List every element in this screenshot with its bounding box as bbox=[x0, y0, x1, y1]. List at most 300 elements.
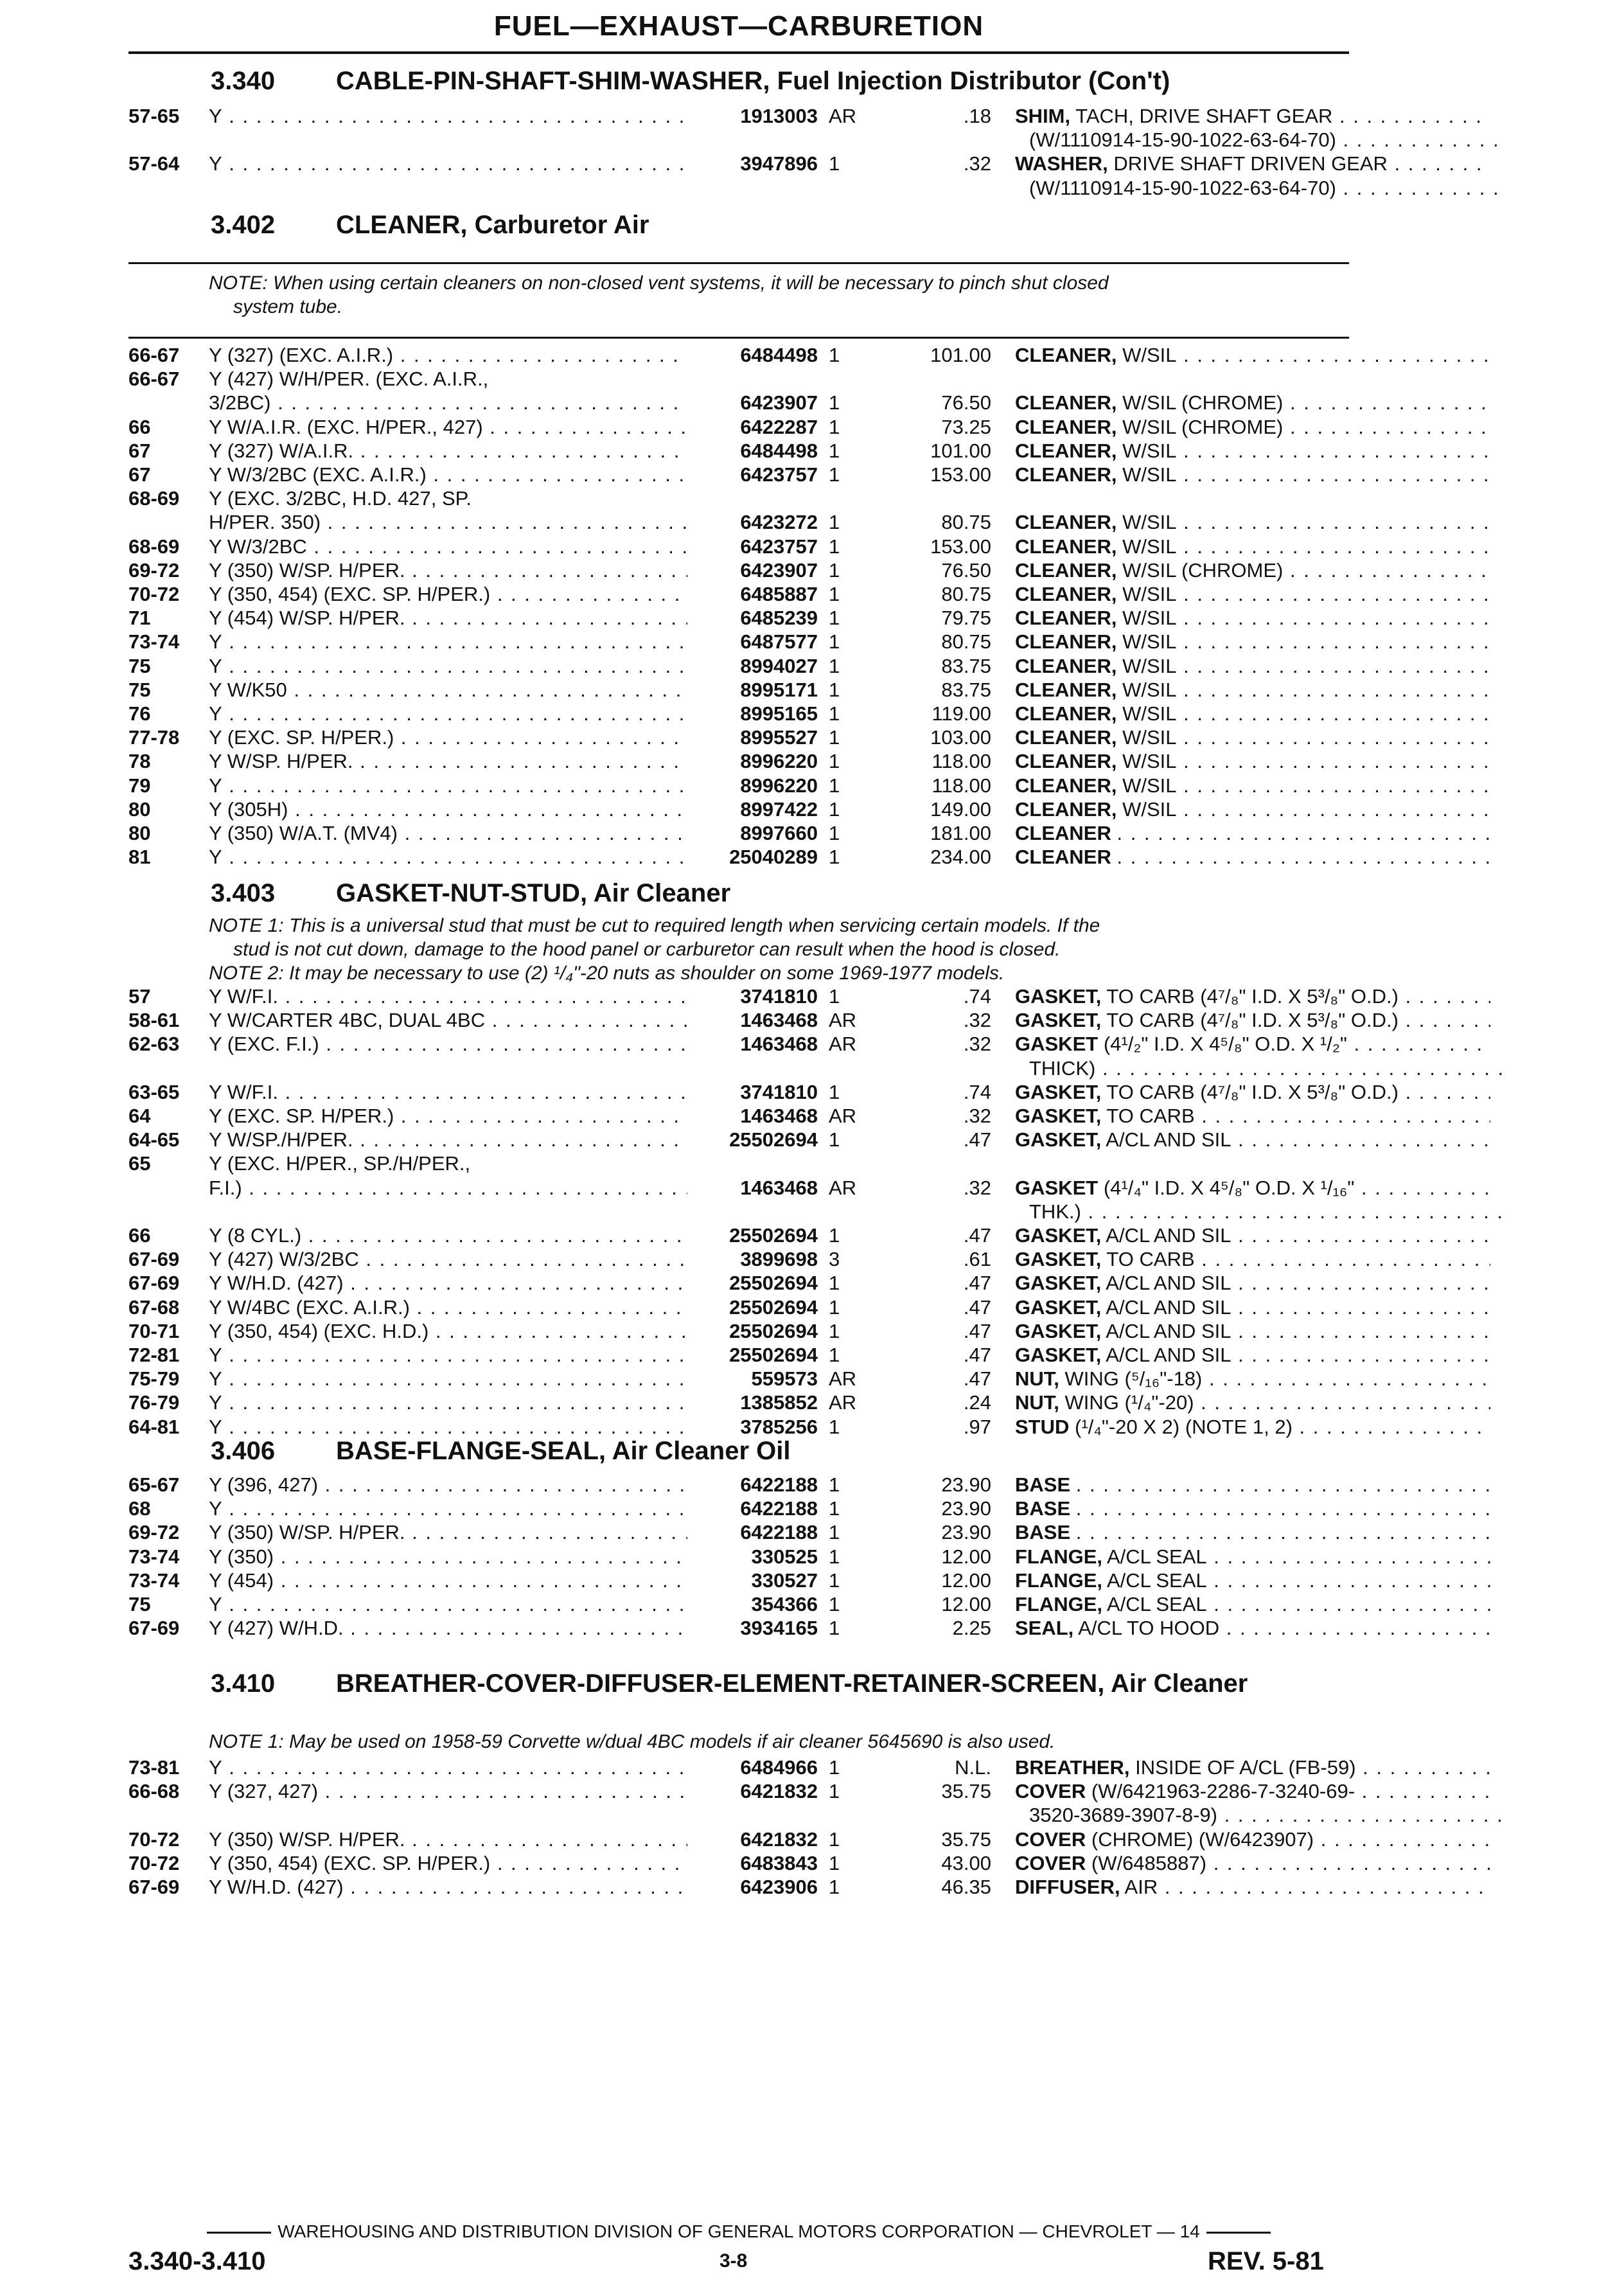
model-years: 76-79 bbox=[128, 1391, 180, 1414]
description-name: CLEANER, bbox=[1015, 558, 1117, 582]
part-number: 8995165 bbox=[740, 702, 818, 725]
quantity: 1 bbox=[829, 1851, 840, 1874]
parts-row bbox=[128, 845, 1349, 869]
list-price: 79.75 bbox=[941, 607, 991, 630]
application: Y W/4BC (EXC. A.I.R.) . . . bbox=[209, 1295, 687, 1319]
part-description bbox=[1015, 1803, 1505, 1827]
application: Y W/SP. H/PER. . . . bbox=[209, 749, 687, 773]
list-price: .47 bbox=[963, 1344, 991, 1366]
section-number: 3.406 bbox=[211, 1437, 276, 1465]
part-description bbox=[1015, 1569, 1490, 1592]
model-years: 67-69 bbox=[128, 1248, 180, 1271]
part-number: 3934165 bbox=[740, 1617, 818, 1640]
part-number: 25502694 bbox=[729, 1224, 818, 1247]
parts-row bbox=[128, 367, 1349, 391]
model-years: 69-72 bbox=[128, 558, 180, 582]
model-years: 68 bbox=[128, 1497, 151, 1520]
footer-division-text: WAREHOUSING AND DISTRIBUTION DIVISION OF GENERAL MOTORS CORPORATION — CHEVROLET — 14 bbox=[278, 2221, 1200, 2241]
part-description bbox=[1015, 1616, 1490, 1640]
application: Y . . . bbox=[209, 654, 687, 678]
description-detail: A/CL AND SIL bbox=[1106, 1319, 1231, 1342]
list-price: 76.50 bbox=[941, 391, 991, 414]
application: Y W/SP./H/PER. . . . bbox=[209, 1128, 687, 1151]
model-years: 57-65 bbox=[128, 105, 180, 127]
quantity: 1 bbox=[829, 1272, 840, 1295]
parts-row bbox=[128, 984, 1399, 1008]
parts-row bbox=[128, 1080, 1399, 1104]
model-years: 65-67 bbox=[128, 1473, 180, 1496]
model-years: 58-61 bbox=[128, 1009, 180, 1032]
description-detail: AIR bbox=[1124, 1876, 1158, 1898]
application: Y . . . bbox=[209, 104, 687, 128]
parts-row bbox=[128, 630, 1349, 653]
part-description bbox=[1015, 415, 1490, 439]
quantity: 1 bbox=[829, 1569, 840, 1592]
part-description bbox=[1015, 1779, 1490, 1803]
description-detail: (W/1110914-15-90-1022-63-64-70) bbox=[1029, 129, 1336, 152]
application: Y (327) (EXC. A.I.R.) . . . bbox=[209, 343, 687, 367]
parts-row bbox=[128, 606, 1349, 630]
quantity: 1 bbox=[829, 391, 840, 414]
model-years: 70-72 bbox=[128, 1827, 180, 1851]
section-heading bbox=[211, 879, 730, 908]
note-line: NOTE 2: It may be necessary to use (2) ¹/₄"-20 nuts as shoulder on some 1969-1977 models. bbox=[209, 963, 1005, 984]
page-title: FUEL—EXHAUST—CARBURETION bbox=[493, 10, 984, 42]
model-years: 80 bbox=[128, 797, 151, 821]
section-title: CABLE-PIN-SHAFT-SHIM-WASHER, Fuel Injection Distributor (Con't) bbox=[336, 67, 1170, 95]
model-years: 75 bbox=[128, 678, 151, 701]
part-description bbox=[1015, 1319, 1490, 1343]
description-name: GASKET bbox=[1015, 1033, 1099, 1056]
list-price: 101.00 bbox=[930, 344, 991, 366]
quantity: 1 bbox=[829, 797, 840, 821]
parts-row bbox=[128, 1497, 1349, 1520]
section-number: 3.403 bbox=[211, 879, 276, 907]
part-number: 8995171 bbox=[740, 678, 818, 701]
model-years: 70-72 bbox=[128, 583, 180, 605]
parts-row bbox=[128, 343, 1349, 367]
model-years: 66-68 bbox=[128, 1780, 180, 1803]
parts-row bbox=[128, 1779, 1355, 1803]
quantity: 1 bbox=[829, 1415, 840, 1438]
model-years: 68-69 bbox=[128, 535, 180, 558]
part-description bbox=[1015, 1415, 1490, 1439]
description-space bbox=[1070, 1473, 1076, 1496]
part-description bbox=[1015, 1223, 1490, 1247]
model-years: 64 bbox=[128, 1105, 151, 1127]
part-description bbox=[1015, 1104, 1490, 1128]
quantity: 1 bbox=[829, 1827, 840, 1851]
model-years: 64-81 bbox=[128, 1415, 180, 1438]
description-space bbox=[1059, 1367, 1065, 1390]
model-years: 70-72 bbox=[128, 1851, 180, 1874]
quantity: 1 bbox=[829, 1473, 840, 1496]
description-space bbox=[1070, 1497, 1076, 1520]
application: Y (350) W/SP. H/PER. . . . bbox=[209, 1520, 687, 1544]
description-detail: TO CARB (4⁷/₈" I.D. X 5³/₈" O.D.) bbox=[1106, 985, 1399, 1008]
application: Y . . . bbox=[209, 774, 687, 797]
parts-row bbox=[128, 1295, 1349, 1319]
list-price: .32 bbox=[963, 1176, 991, 1199]
description-name: BREATHER, bbox=[1015, 1756, 1130, 1779]
description-name: FLANGE, bbox=[1015, 1593, 1103, 1615]
parts-row bbox=[128, 1367, 1349, 1391]
description-detail: THICK) bbox=[1029, 1056, 1096, 1080]
parts-row bbox=[128, 1200, 1349, 1223]
quantity: 1 bbox=[829, 463, 840, 486]
description-name: BASE bbox=[1015, 1473, 1071, 1496]
application: Y (EXC. SP. H/PER.) . . . bbox=[209, 725, 687, 749]
list-price: 35.75 bbox=[941, 1780, 991, 1803]
part-number: 25502694 bbox=[729, 1272, 818, 1295]
application: Y . . . bbox=[209, 1756, 687, 1779]
list-price: 12.00 bbox=[941, 1593, 991, 1615]
description-space bbox=[1116, 583, 1122, 605]
header-rule bbox=[128, 51, 1349, 54]
description-name: CLEANER bbox=[1015, 822, 1111, 844]
part-number: 25502694 bbox=[729, 1319, 818, 1342]
section-number: 3.402 bbox=[211, 211, 276, 239]
part-number: 8997422 bbox=[740, 797, 818, 821]
footer-page-number: 3-8 bbox=[719, 2250, 748, 2272]
section-heading bbox=[211, 211, 649, 240]
model-years: 80 bbox=[128, 822, 151, 844]
application: Y . . . bbox=[209, 702, 687, 725]
quantity: 1 bbox=[829, 702, 840, 725]
description-detail: W/SIL bbox=[1122, 654, 1177, 677]
model-years: 73-81 bbox=[128, 1756, 180, 1779]
part-description bbox=[1015, 1128, 1490, 1151]
parts-row bbox=[128, 582, 1349, 606]
section-note bbox=[209, 1730, 1339, 1754]
application: Y (EXC. 3/2BC, H.D. 427, SP. bbox=[209, 487, 472, 510]
description-space bbox=[1086, 1828, 1091, 1851]
quantity: 1 bbox=[829, 1497, 840, 1520]
parts-row bbox=[128, 535, 1349, 558]
application: Y W/A.I.R. (EXC. H/PER., 427) . . . bbox=[209, 415, 687, 439]
quantity: 1 bbox=[829, 439, 840, 462]
description-detail: W/SIL bbox=[1122, 630, 1177, 653]
part-description bbox=[1015, 1247, 1490, 1271]
section-title: GASKET-NUT-STUD, Air Cleaner bbox=[336, 879, 731, 907]
description-detail: W/SIL bbox=[1122, 439, 1177, 462]
parts-row bbox=[128, 725, 1349, 749]
description-name: NUT, bbox=[1015, 1391, 1059, 1414]
parts-row bbox=[128, 1343, 1349, 1367]
quantity: 1 bbox=[829, 511, 840, 534]
part-number: 8995527 bbox=[740, 726, 818, 749]
list-price: .32 bbox=[963, 1009, 991, 1032]
parts-row bbox=[128, 654, 1349, 678]
description-name: GASKET, bbox=[1015, 1319, 1102, 1342]
section-heading bbox=[211, 1437, 791, 1466]
description-detail: TO CARB bbox=[1106, 1248, 1195, 1271]
quantity: AR bbox=[829, 1105, 857, 1127]
description-name: CLEANER, bbox=[1015, 630, 1117, 653]
description-name: CLEANER, bbox=[1015, 391, 1117, 414]
parts-row bbox=[128, 510, 1349, 534]
description-space bbox=[1116, 535, 1122, 558]
description-space bbox=[1116, 702, 1122, 725]
list-price: 83.75 bbox=[941, 678, 991, 701]
description-detail: TO CARB bbox=[1106, 1105, 1195, 1127]
description-detail: W/SIL (CHROME) bbox=[1122, 415, 1284, 438]
description-detail: W/SIL bbox=[1122, 726, 1177, 749]
part-description bbox=[1015, 1520, 1490, 1544]
list-price: .74 bbox=[963, 985, 991, 1008]
parts-row bbox=[128, 1875, 1349, 1899]
quantity: 1 bbox=[829, 607, 840, 630]
footer-revision: REV. 5-81 bbox=[1208, 2247, 1324, 2275]
parts-row bbox=[128, 1827, 1349, 1851]
list-price: 181.00 bbox=[930, 822, 991, 844]
description-detail: TACH, DRIVE SHAFT GEAR bbox=[1075, 105, 1333, 127]
part-number: 1385852 bbox=[740, 1391, 818, 1414]
part-number: 1463468 bbox=[740, 1176, 818, 1199]
part-description bbox=[1015, 1200, 1505, 1223]
description-name: SHIM, bbox=[1015, 105, 1071, 127]
application: Y W/CARTER 4BC, DUAL 4BC . . . bbox=[209, 1008, 687, 1032]
description-detail: 3520-3689-3907-8-9) bbox=[1029, 1804, 1217, 1827]
quantity: 1 bbox=[829, 583, 840, 605]
description-detail: (W/6485887) bbox=[1091, 1851, 1207, 1874]
section-title: BASE-FLANGE-SEAL, Air Cleaner Oil bbox=[336, 1437, 791, 1465]
application: Y . . . bbox=[209, 1391, 687, 1414]
parts-row bbox=[128, 774, 1349, 797]
model-years: 67-69 bbox=[128, 1876, 180, 1898]
model-years: 66-67 bbox=[128, 344, 180, 366]
parts-row bbox=[128, 1569, 1349, 1592]
model-years: 79 bbox=[128, 774, 151, 797]
part-description bbox=[1015, 702, 1490, 725]
part-number: 25502694 bbox=[729, 1344, 818, 1366]
quantity: 1 bbox=[829, 985, 840, 1008]
description-space bbox=[1102, 1593, 1107, 1615]
application: Y (396, 427) . . . bbox=[209, 1473, 687, 1497]
quantity: 1 bbox=[829, 846, 840, 869]
description-name: FLANGE, bbox=[1015, 1569, 1103, 1592]
parts-row bbox=[128, 1247, 1349, 1271]
parts-row bbox=[128, 1176, 1355, 1200]
description-space bbox=[1070, 105, 1075, 127]
part-number: 1913003 bbox=[740, 105, 818, 127]
part-description bbox=[1015, 984, 1490, 1008]
part-description bbox=[1015, 1473, 1490, 1497]
footer-division bbox=[128, 2221, 1349, 2242]
quantity: AR bbox=[829, 1176, 857, 1199]
application: Y (427) W/H/PER. (EXC. A.I.R., bbox=[209, 368, 489, 391]
list-price: 23.90 bbox=[941, 1473, 991, 1496]
application: Y W/F.I. . . . bbox=[209, 984, 687, 1008]
model-years: 62-63 bbox=[128, 1033, 180, 1056]
model-years: 65 bbox=[128, 1152, 151, 1175]
part-description bbox=[1015, 343, 1490, 367]
quantity: 3 bbox=[829, 1248, 840, 1271]
description-detail: A/CL AND SIL bbox=[1106, 1295, 1231, 1319]
list-price: 80.75 bbox=[941, 511, 991, 534]
description-name: CLEANER, bbox=[1015, 797, 1117, 821]
note-line: NOTE 1: May be used on 1958-59 Corvette w/dual 4BC models if air cleaner 5645690 is also used. bbox=[209, 1731, 1055, 1752]
description-detail: THK.) bbox=[1029, 1200, 1081, 1223]
part-description bbox=[1015, 1756, 1490, 1779]
description-space bbox=[1069, 1416, 1075, 1438]
application: Y (350) W/SP. H/PER. . . . bbox=[209, 558, 687, 582]
parts-row bbox=[128, 1520, 1349, 1544]
part-description bbox=[1015, 535, 1490, 558]
part-description bbox=[1015, 1032, 1490, 1056]
part-description bbox=[1015, 1592, 1490, 1616]
description-name: FLANGE, bbox=[1015, 1545, 1103, 1568]
description-name: COVER bbox=[1015, 1827, 1086, 1851]
description-detail: A/CL SEAL bbox=[1106, 1593, 1207, 1615]
list-price: 23.90 bbox=[941, 1497, 991, 1520]
list-price: .74 bbox=[963, 1080, 991, 1103]
description-space bbox=[1086, 1780, 1091, 1802]
list-price: .61 bbox=[963, 1248, 991, 1271]
description-space bbox=[1059, 1391, 1065, 1414]
list-price: .97 bbox=[963, 1415, 991, 1438]
part-description bbox=[1015, 678, 1490, 702]
part-description bbox=[1015, 797, 1490, 821]
footer-rule-right bbox=[1206, 2232, 1271, 2234]
description-detail: W/SIL bbox=[1122, 535, 1177, 558]
part-number: 6423757 bbox=[740, 463, 818, 486]
section-heading bbox=[211, 1669, 1341, 1698]
part-number: 1463468 bbox=[740, 1105, 818, 1127]
quantity: AR bbox=[829, 1391, 857, 1414]
description-detail: W/SIL bbox=[1122, 344, 1177, 366]
application: Y (8 CYL.) . . . bbox=[209, 1223, 687, 1247]
list-price: 73.25 bbox=[941, 415, 991, 438]
parts-row bbox=[128, 1271, 1349, 1295]
part-description bbox=[1015, 463, 1490, 486]
part-number: 6483843 bbox=[740, 1851, 818, 1874]
description-space bbox=[1116, 416, 1122, 438]
list-price: .47 bbox=[963, 1367, 991, 1391]
description-name: GASKET, bbox=[1015, 1128, 1102, 1151]
part-description bbox=[1015, 1545, 1490, 1569]
model-years: 76 bbox=[128, 702, 151, 725]
parts-row bbox=[128, 1616, 1349, 1640]
description-name: BASE bbox=[1015, 1521, 1071, 1544]
list-price: 103.00 bbox=[930, 726, 991, 749]
part-number: 559573 bbox=[751, 1367, 818, 1391]
part-description bbox=[1015, 1271, 1490, 1295]
part-description bbox=[1015, 654, 1490, 678]
model-years: 64-65 bbox=[128, 1128, 180, 1151]
parts-row bbox=[128, 415, 1349, 439]
list-price: 2.25 bbox=[952, 1617, 991, 1640]
model-years: 71 bbox=[128, 607, 151, 630]
list-price: 83.75 bbox=[941, 654, 991, 677]
part-number: 6484498 bbox=[740, 344, 818, 366]
list-price: 119.00 bbox=[931, 702, 991, 725]
quantity: 1 bbox=[829, 1295, 840, 1319]
application: Y (EXC. SP. H/PER.) . . . bbox=[209, 1104, 687, 1128]
quantity: AR bbox=[829, 105, 857, 127]
description-name: GASKET, bbox=[1015, 1224, 1102, 1247]
list-price: 118.00 bbox=[931, 750, 991, 773]
model-years: 75 bbox=[128, 1593, 151, 1615]
part-description bbox=[1015, 1827, 1490, 1851]
model-years: 67 bbox=[128, 463, 151, 486]
parts-row bbox=[128, 678, 1349, 702]
description-name: STUD bbox=[1015, 1415, 1070, 1438]
description-detail: A/CL SEAL bbox=[1106, 1545, 1207, 1568]
part-number: 6421832 bbox=[740, 1827, 818, 1851]
part-number: 6423907 bbox=[740, 558, 818, 582]
parts-row bbox=[128, 1803, 1349, 1827]
part-number: 8996220 bbox=[740, 750, 818, 773]
description-name: GASKET, bbox=[1015, 1272, 1102, 1295]
section-number: 3.340 bbox=[211, 67, 276, 95]
section-note bbox=[209, 271, 1339, 319]
quantity: 1 bbox=[829, 654, 840, 677]
description-name: CLEANER, bbox=[1015, 439, 1117, 462]
description-detail: W/SIL bbox=[1122, 750, 1177, 773]
part-number: 6485239 bbox=[740, 607, 818, 630]
application: Y W/K50 . . . bbox=[209, 678, 687, 702]
model-years: 66 bbox=[128, 1224, 151, 1247]
section-title: CLEANER, Carburetor Air bbox=[336, 211, 649, 239]
quantity: AR bbox=[829, 1367, 857, 1391]
parts-row bbox=[128, 821, 1349, 845]
parts-row bbox=[128, 1473, 1349, 1497]
list-price: 80.75 bbox=[941, 630, 991, 653]
application: Y (350, 454) (EXC. SP. H/PER.) . . . bbox=[209, 1851, 687, 1875]
model-years: 78 bbox=[128, 750, 151, 773]
quantity: 1 bbox=[829, 726, 840, 749]
application: Y (327) W/A.I.R. . . . bbox=[209, 439, 687, 463]
quantity: 1 bbox=[829, 1319, 840, 1342]
part-description bbox=[1015, 439, 1490, 463]
model-years: 67-69 bbox=[128, 1272, 180, 1295]
list-price: 153.00 bbox=[930, 463, 991, 486]
description-detail: WING (⁵/₁₆"-18) bbox=[1064, 1367, 1203, 1391]
description-name: GASKET, bbox=[1015, 985, 1102, 1008]
description-detail: W/SIL bbox=[1122, 797, 1177, 821]
part-description bbox=[1015, 1176, 1490, 1200]
quantity: 1 bbox=[829, 1344, 840, 1366]
application: Y (350) . . . bbox=[209, 1545, 687, 1569]
application: Y W/3/2BC (EXC. A.I.R.) . . . bbox=[209, 463, 687, 486]
part-description bbox=[1015, 774, 1490, 797]
description-detail: W/SIL (CHROME) bbox=[1122, 558, 1284, 582]
application: Y (EXC. H/PER., SP./H/PER., bbox=[209, 1152, 471, 1175]
description-space bbox=[1116, 511, 1122, 533]
description-detail: (¹/₄"-20 X 2) (NOTE 1, 2) bbox=[1075, 1415, 1293, 1438]
list-price: .47 bbox=[963, 1295, 991, 1319]
quantity: 1 bbox=[829, 822, 840, 844]
model-years: 70-71 bbox=[128, 1319, 180, 1342]
parts-row bbox=[128, 1223, 1349, 1247]
quantity: 1 bbox=[829, 535, 840, 558]
application: Y . . . bbox=[209, 630, 687, 653]
part-description bbox=[1015, 845, 1490, 869]
model-years: 67-69 bbox=[128, 1617, 180, 1640]
list-price: N.L. bbox=[955, 1756, 991, 1779]
parts-row bbox=[128, 176, 1349, 200]
description-name: GASKET, bbox=[1015, 1080, 1102, 1103]
parts-row bbox=[128, 1391, 1349, 1414]
list-price: 43.00 bbox=[941, 1851, 991, 1874]
description-name: GASKET, bbox=[1015, 1009, 1102, 1032]
part-number: 6423906 bbox=[740, 1876, 818, 1898]
quantity: 1 bbox=[829, 1617, 840, 1640]
model-years: 67-68 bbox=[128, 1295, 180, 1319]
footer-rule-left bbox=[207, 2232, 271, 2234]
model-years: 68-69 bbox=[128, 487, 180, 510]
